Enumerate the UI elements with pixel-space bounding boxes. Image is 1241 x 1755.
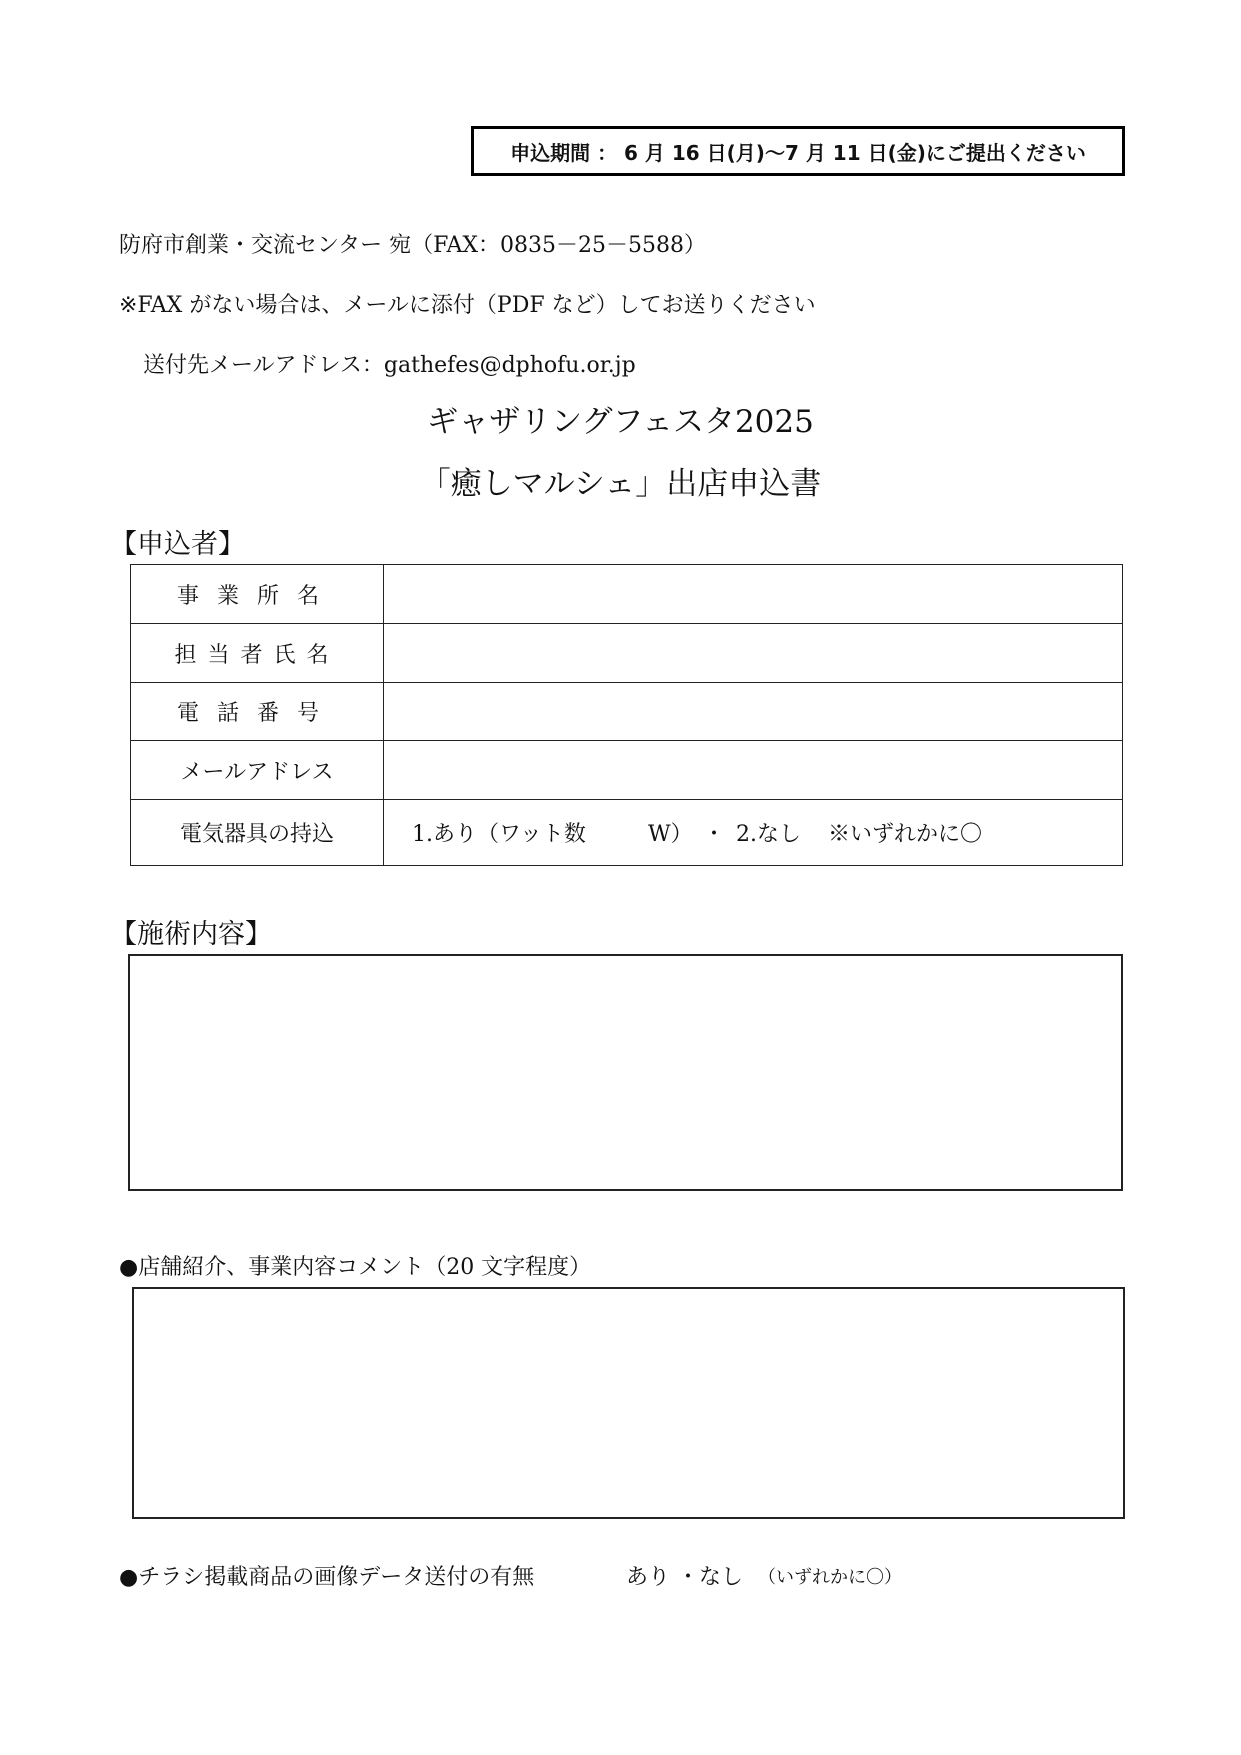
fax-note: ※FAX がない場合は、メールに添付（PDF など）してお送りください: [119, 293, 816, 318]
electric-option-yes[interactable]: 1.あり（ワット数: [412, 822, 586, 847]
shop-intro-box[interactable]: [132, 1287, 1125, 1519]
circle-instruction: ※いずれかに〇: [828, 822, 983, 847]
addressee-line: 防府市創業・交流センター 宛（FAX：0835－25－5588）: [119, 233, 706, 258]
contact-person-label: 担当者氏名: [131, 624, 384, 683]
electric-options[interactable]: [384, 800, 1123, 866]
table-row: [131, 565, 1123, 624]
email-field[interactable]: [384, 741, 1123, 800]
flyer-image-question: ●チラシ掲載商品の画像データ送付の有無: [119, 1565, 535, 1590]
treatment-heading: 【施術内容】: [110, 919, 272, 950]
phone-label: 電話番号: [131, 683, 384, 741]
table-row: [131, 683, 1123, 741]
event-title: ギャザリングフェスタ2025: [427, 404, 814, 440]
watt-unit: W）: [648, 822, 693, 847]
contact-person-field[interactable]: [384, 624, 1123, 683]
phone-field[interactable]: [384, 683, 1123, 741]
table-row: [131, 624, 1123, 683]
form-title: 「癒しマルシェ」出店申込書: [419, 466, 822, 502]
application-period-box: [471, 126, 1125, 176]
table-row: [131, 800, 1123, 866]
application-period-text: 申込期間 ： 6 月 16 日(月)～7 月 11 日(金)にご提出ください: [510, 140, 1086, 165]
flyer-image-options[interactable]: あり ・なし: [626, 1565, 743, 1590]
business-name-label: 事業所名: [131, 565, 384, 624]
treatment-content-box[interactable]: [128, 954, 1123, 1191]
electric-label: 電気器具の持込: [131, 800, 384, 866]
shop-intro-heading: ●店舗紹介、事業内容コメント（20 文字程度）: [119, 1255, 592, 1280]
option-separator: ・: [702, 822, 725, 847]
table-row: [131, 741, 1123, 800]
business-name-field[interactable]: [384, 565, 1123, 624]
flyer-circle-note: （いずれかに〇）: [758, 1567, 902, 1588]
applicant-heading: 【申込者】: [110, 529, 245, 560]
applicant-table: [130, 564, 1123, 866]
electric-option-no[interactable]: 2.なし: [736, 822, 801, 847]
email-destination: 送付先メールアドレス：gathefes@dphofu.or.jp: [143, 353, 636, 378]
email-label: メールアドレス: [131, 741, 384, 800]
